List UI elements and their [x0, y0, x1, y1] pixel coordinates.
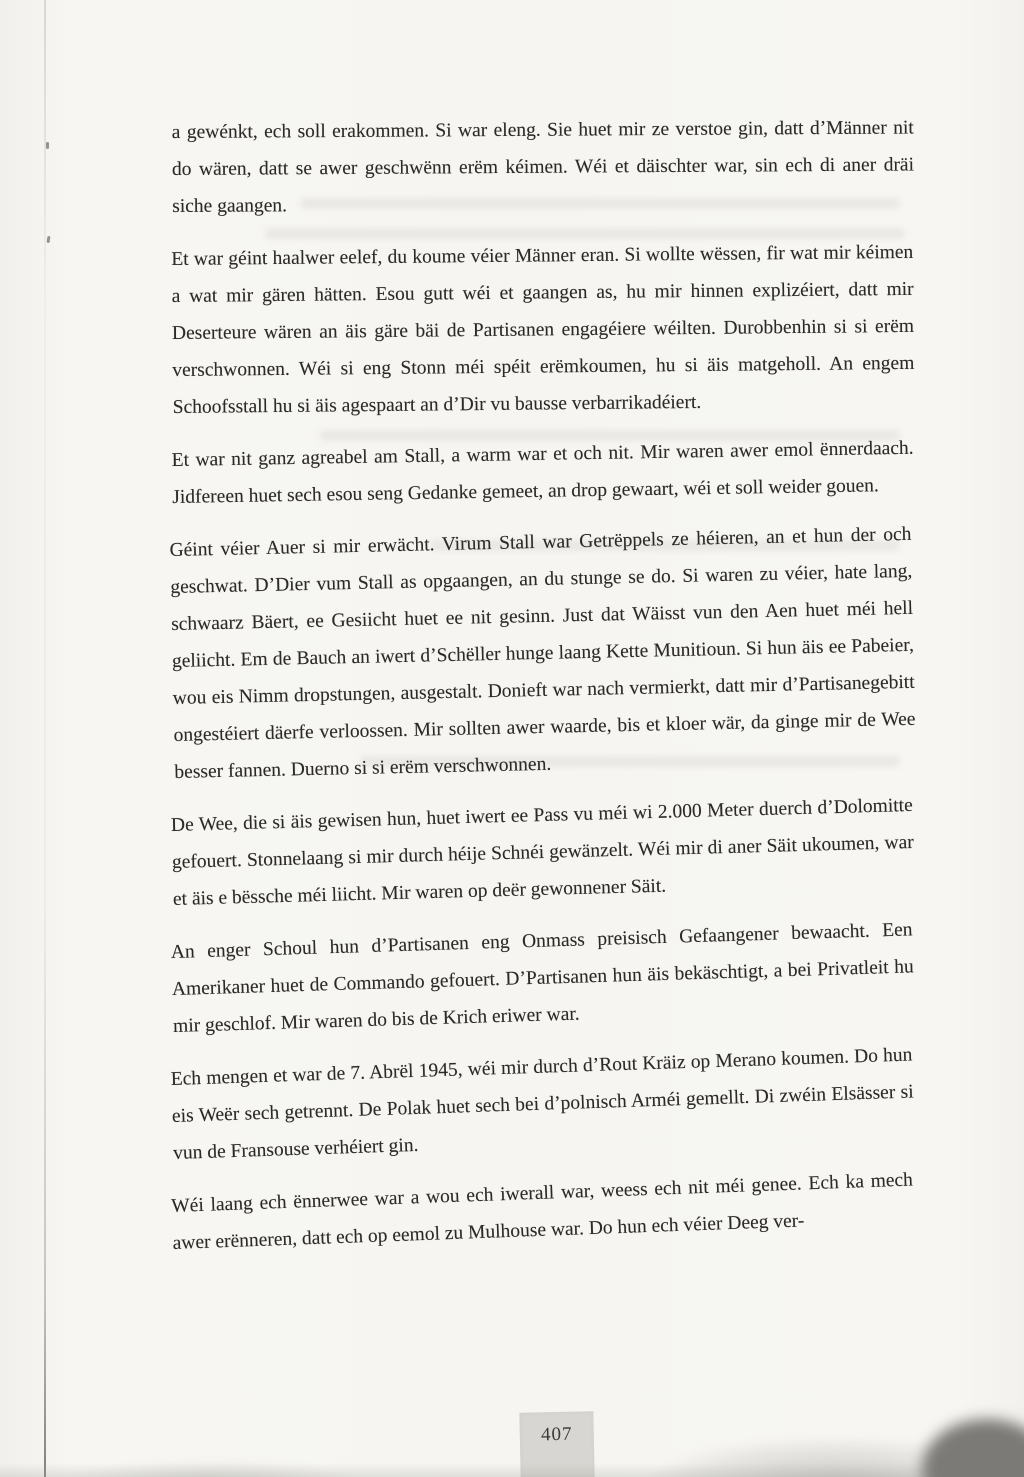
paragraph: Et war géint haalwer eelef, du koume véier Männer eran. Si wollte wëssen, fir wat mir kéimen a wat mir gären hätten. Esou gutt wéi et gaangen as, hu mir hinnen explizéiert, datt mir Deserteure wären an äis gäre bäi de Partisanen engagéiere wéilten. Durobbenhin si si erëm verschwonnen. Wéi si eng Stonn méi spéit erëmkoumen, hu si äis matgeholl. An engem Schoofsstall hu si äis agespaart an d’Dir vu bausse verbarrikadéiert.	[171, 241, 915, 418]
paragraph: Ech mengen et war de 7. Abrël 1945, wéi mir durch d’Rout Kräiz op Merano koumen. Do hun eis Weër sech getrennt. De Polak huet sech bei d’polnisch Arméi gemellt. Di zwéin Elsässer si vun de Fransouse verhéiert gin.	[170, 1044, 914, 1164]
paragraph: Et war nit ganz agreabel am Stall, a warm war et och nit. Mir waren awer emol ënnerdaach. Jidfereen huet sech esou seng Gedanke gemeet, an drop gewaart, wéi et soll weider gouen.	[171, 437, 914, 508]
paragraph: De Wee, die si äis gewisen hun, huet iwert ee Pass vu méi wi 2.000 Meter duerch d’Dolomitte gefouert. Stonnelaang si mir durch héije Schnéi gewänzelt. Wéi mir di aner Säit ukoumen, war et äis e bëssche méi liicht. Mir waren op deër gewonnener Säit.	[170, 794, 915, 910]
page-number: 407	[540, 1423, 573, 1446]
scan-crease-line	[44, 0, 46, 1477]
paragraph: a gewénkt, ech soll erakommen. Si war eleng. Sie huet mir ze verstoe gin, datt d’Männer nit do wären, datt se awer geschwënn erëm kéimen. Wéi et däischter war, sin ech di aner dräi siche gaangen.	[171, 117, 915, 217]
scan-speck	[47, 236, 51, 243]
paragraph: An enger Schoul hun d’Partisanen eng Onmass preisisch Gefaangener bewaacht. Een Amerikaner huet de Commando gefouert. D’Partisanen hun äis bekäschtigt, a bei Privatleit hu mir geschlof. Mir waren do bis de Krich eriwer war.	[170, 919, 914, 1037]
paragraph: Wéi laang ech ënnerwee war a wou ech iwerall war, weess ech nit méi genee. Ech ka mech awer erënneren, datt ech op eemol zu Mulhouse war. Do hun ech véier Deeg ver-	[170, 1169, 914, 1254]
page-text-block	[169, 114, 916, 1278]
scan-speck	[46, 142, 49, 149]
paragraph: Géint véier Auer si mir erwächt. Virum Stall war Getrëppels ze héieren, an et hun der och geschwat. D’Dier vum Stall as opgaangen, an du stunge se do. Si waren zu véier, hate lang, schwaarz Bäert, ee Gesiicht huet ee nit gesinn. Just dat Wäisst vun den Aen huet méi hell geliicht. Em de Bauch an iwert d’Schëller hunge laang Kette Munitioun. Si hun äis ee Pabeier, wou eis Nimm dropstungen, ausgestalt. Donieft war nach vermierkt, datt mir d’Partisanegebitt ongestéiert däerfe verloossen. Mir sollten awer waarde, bis et kloer wär, da ginge mir de Wee besser fannen. Duerno si si erëm verschwonnen.	[169, 523, 916, 783]
scan-shadow-haze	[60, 1459, 360, 1477]
corner-shadow-blob	[922, 1419, 1024, 1477]
